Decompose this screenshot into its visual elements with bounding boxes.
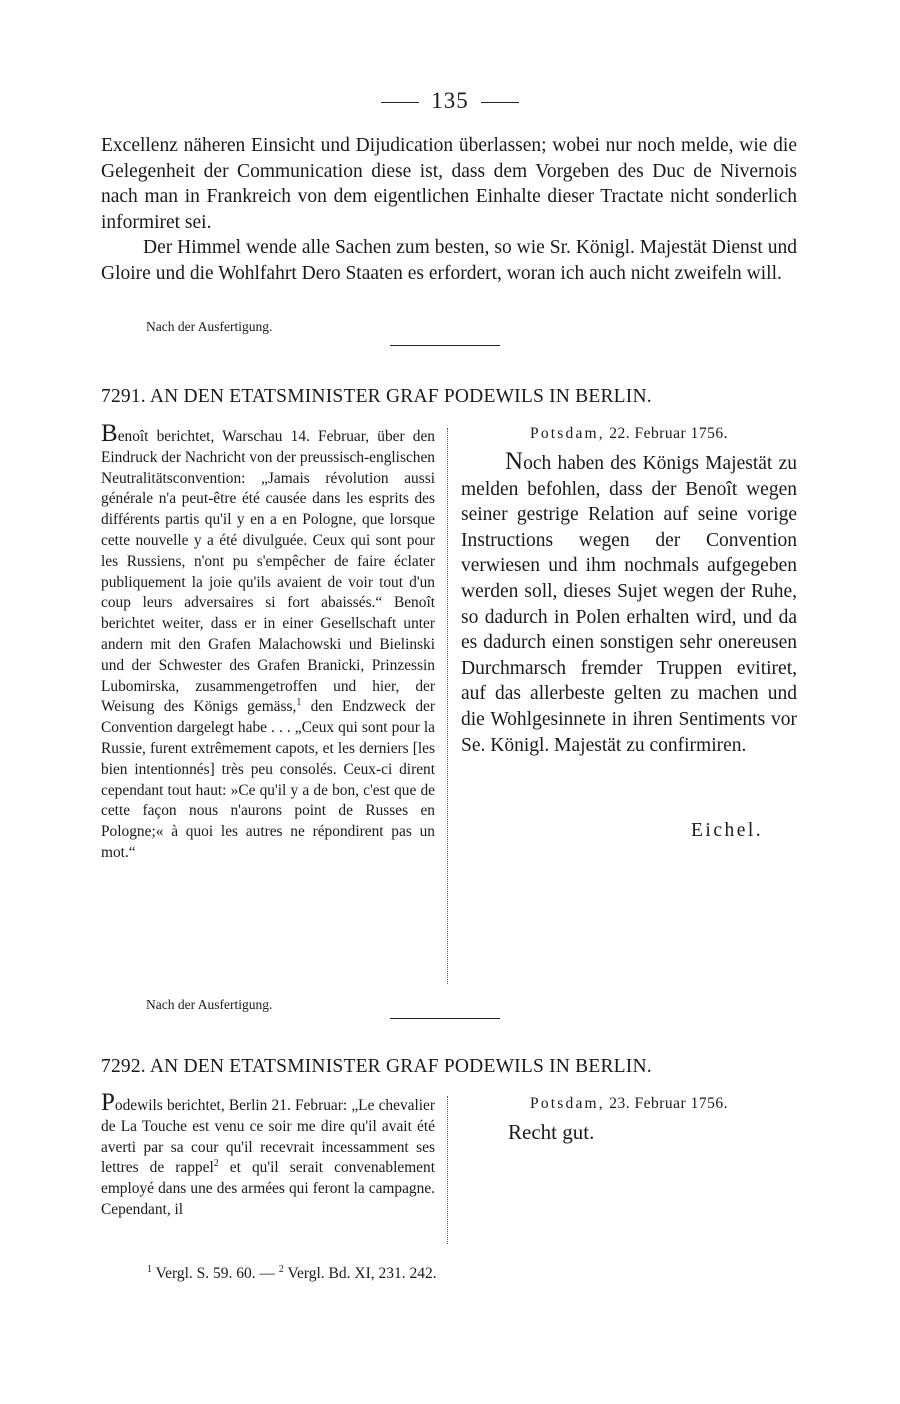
- header-dash-right: [481, 102, 519, 103]
- divider-rule-1: [390, 345, 500, 346]
- page-header: [0, 86, 900, 116]
- letter-7292-dateline: [461, 1094, 797, 1114]
- footnote-2-text: Vergl. Bd. XI, 231. 242.: [287, 1265, 437, 1282]
- letter-7291-source-note: Nach der Ausfertigung.: [146, 997, 273, 1012]
- letter-7291-signature: Eichel.: [691, 820, 764, 841]
- footnote-ref-1: 1: [296, 697, 302, 709]
- intro-paragraph-1: Excellenz näheren Einsicht und Dijudication überlassen; wobei nur noch melde, wie die Gelegenheit der Communication diese ist, dass dem Vorgeben des Duc de Nivernois nach man in Frankreich von dem eigentlichen Einhalte dieser Tractate nicht sonderlich informiret sei.: [101, 135, 797, 233]
- letter-7292-heading: [101, 1054, 801, 1080]
- letter-7292-title: AN DEN ETATSMINISTER GRAF PODEWILS IN BERLIN.: [149, 1056, 652, 1077]
- letter-7291-summary-text-1: enoît berichtet, Warschau 14. Februar, über den Eindruck der Nachricht von der preussisch-englischen Neutralitätsconvention: „Jamais révolution aussi générale n'a peut-être été causée dans les esprits des différents partis qu'il y en a en Pologne, que lorsque cette nouvelle y a été divulguée. Ceux qui sont pour les Russiens, n'ont pu s'empêcher de faire éclater publiquement la joie qu'ils avaient de voir tout d'un coup leurs adversaires si fort abaissés.“ Benoît berichtet weiter, dass er in einer Gesellschaft unter andern mit den Grafen Malachowski und Bielinski und der Schwester des Grafen Branicki, Prinzessin Lubomirska, zusammengetroffen und hier, der Weisung des Königs gemäss,: [101, 428, 435, 716]
- divider-rule-2: [390, 1018, 500, 1019]
- letter-7291-summary: [101, 420, 436, 864]
- letter-7291-heading: [101, 384, 801, 410]
- letter-7291-body-initial: N: [505, 448, 524, 475]
- letter-7292-number: 7292.: [101, 1056, 146, 1077]
- letter-7292-date: 23. Februar 1756.: [609, 1095, 728, 1112]
- intro-paragraph-2: Der Himmel wende alle Sachen zum besten, so wie Sr. Königl. Majestät Dienst und Gloire und die Wohlfahrt Dero Staaten es erfordert, woran ich auch nicht zweifeln will.: [101, 237, 797, 284]
- letter-7291-summary-initial: B: [101, 420, 118, 447]
- column-separator-1: [447, 428, 448, 984]
- letter-7291-summary-text-2: den Endzweck der Convention dargelegt habe . . . „Ceux qui sont pour la Russie, furent extrêmement capots, et les derniers [les bien intentionnés] très peu consolés. Ceux-ci dirent cependant tout haut: »Ce qu'il y a de bon, c'est que de cette façon nous n'aurons point de Russes en Pologne;« à quoi les autres ne répondirent pas un mot.“: [101, 698, 436, 861]
- page-number: 135: [431, 88, 469, 113]
- letter-7291-date: 22. Februar 1756.: [609, 425, 728, 442]
- letter-7291-place: Potsdam,: [530, 425, 605, 442]
- footnote-1-mark: 1: [147, 1263, 152, 1275]
- footnote-1-text: Vergl. S. 59. 60. —: [155, 1265, 276, 1282]
- letter-7292-place: Potsdam,: [530, 1095, 605, 1112]
- footnotes: [147, 1264, 437, 1284]
- footnote-2-mark: 2: [278, 1263, 284, 1275]
- letter-7292-summary-initial: P: [101, 1089, 115, 1116]
- intro-source-note: Nach der Ausfertigung.: [146, 319, 273, 334]
- letter-7291-dateline: [461, 424, 797, 444]
- column-separator-2: [447, 1096, 448, 1244]
- letter-7292-summary-text-2: et qu'il serait convenablement employé dans une des armées qui feront la campagne. Cependant, il: [101, 1159, 435, 1218]
- letter-7291-title: AN DEN ETATSMINISTER GRAF PODEWILS IN BERLIN.: [149, 386, 652, 407]
- letter-7291-number: 7291.: [101, 386, 146, 407]
- letter-7292-body: Recht gut.: [508, 1120, 595, 1144]
- letter-7292-summary-text-1: odewils berichtet, Berlin 21. Februar: „Le chevalier de La Touche est venu ce soir me dire qu'il avait été averti par sa cour qu'il recevrait incessamment ses lettres de rappel: [101, 1097, 435, 1177]
- intro-text: [101, 133, 797, 287]
- footnote-ref-2: 2: [213, 1158, 219, 1170]
- header-dash-left: [381, 102, 419, 103]
- letter-7291-body: [461, 449, 797, 758]
- letter-7291-body-text: och haben des Königs Majestät zu melden befohlen, dass der Benoît wegen seiner gestrige Relation auf seine vorige Instructions wegen der Convention verwiesen und ihm nochmals aufgegeben werden soll, dieses Sujet wegen der Ruhe, so dadurch in Polen erhalten wird, und da es dadurch einen sonstigen sehr onereusen Durchmarsch fremder Truppen evitiret, auf das allerbeste gelten zu machen und die Wohlgesinnete in ihren Sentiments vor Se. Königl. Majestät zu confirmiren.: [461, 453, 797, 756]
- letter-7292-summary: [101, 1089, 435, 1221]
